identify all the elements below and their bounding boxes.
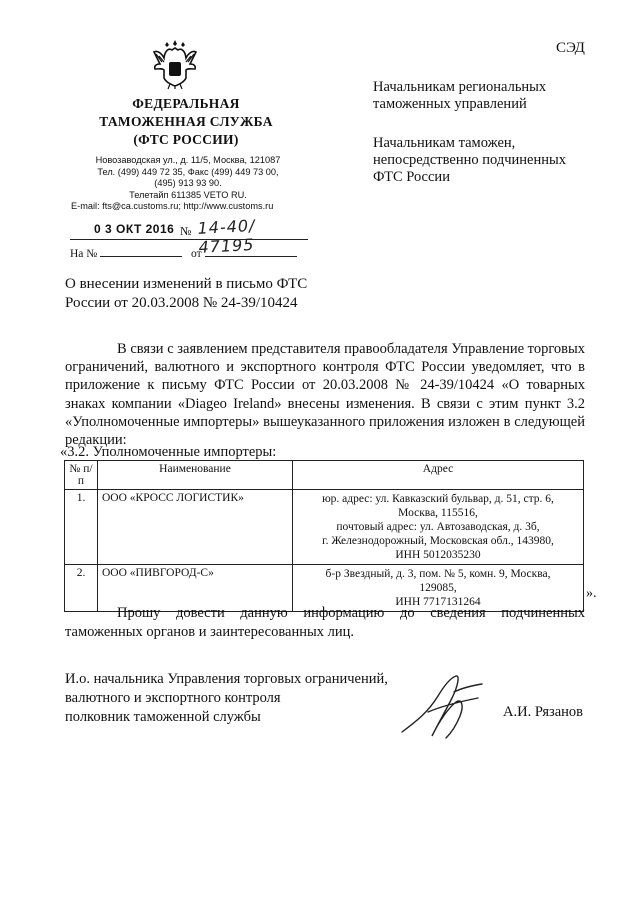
subject-line2: России от 20.03.2008 № 24-39/10424 — [65, 295, 298, 311]
signatory-title-line1: И.о. начальника Управления торговых ограничений, — [65, 671, 388, 687]
addressee-1 — [373, 79, 573, 113]
org-name-abbr: (ФТС РОССИИ) — [133, 132, 239, 147]
double-headed-eagle-icon — [150, 38, 200, 90]
addressee-2 — [373, 135, 573, 186]
addressee-1-text: Начальникам региональных таможенных управлений — [373, 79, 547, 112]
body-line-1: В связи с заявлением представителя правообладателя Управление торговых — [117, 341, 585, 357]
reply-label: На № — [70, 248, 98, 260]
reply-from-label: от — [191, 248, 202, 260]
addressee-2-text: Начальникам таможен, непосредственно подчиненных ФТС России — [373, 135, 566, 185]
body-line-2: ограничений, валютного и экспортного контроля ФТС России уведомляет, что в — [65, 359, 585, 376]
body-line-3: приложение к письму ФТС России от 20.03.2008 № 24-39/10424 «О товарных — [65, 377, 585, 394]
registration-number: 14-40/ 47195 — [197, 215, 256, 257]
table-row — [65, 490, 584, 565]
table-closing-quote: ». — [586, 586, 597, 601]
address-line: Москва, 115516, — [398, 507, 478, 519]
signer-name: А.И. Рязанов — [503, 704, 584, 720]
org-address: Новозаводская ул., д. 11/5, Москва, 121087 — [95, 155, 281, 165]
signatory-title-line3: полковник таможенной службы — [65, 709, 261, 725]
header-name: Наименование — [98, 461, 293, 490]
address-line: ИНН 5012035230 — [395, 549, 481, 561]
handwritten-signature — [398, 672, 488, 744]
org-phone-fax: Тел. (499) 449 72 35, Факс (499) 449 73 00, — [97, 166, 279, 177]
body-paragraph — [65, 340, 585, 449]
signatory-title-line2: валютного и экспортного контроля — [65, 690, 281, 706]
row-no: 1. — [65, 490, 98, 565]
address-line: 129085, — [419, 582, 457, 594]
org-name-line1: ФЕДЕРАЛЬНАЯ — [132, 96, 240, 111]
table-header-row — [65, 461, 584, 490]
address-line: ИНН 7717131264 — [395, 596, 481, 608]
row-name: ООО «ПИВГОРОД-С» — [98, 565, 293, 612]
body-line-6: следующей редакции: — [65, 413, 585, 449]
org-teletype: Телетайп 611385 VETO RU. — [129, 189, 247, 200]
header-no: № п/п — [65, 461, 98, 490]
body-line-5: 3.2 «Уполномоченные импортеры» вышеуказанного приложения изложен в — [65, 395, 585, 430]
registration-number-label: № — [180, 224, 192, 238]
signatory-title — [65, 670, 388, 727]
closing-paragraph — [65, 604, 585, 641]
registration-date: 0 3 ОКТ 2016 — [94, 222, 175, 236]
registration-underline — [70, 239, 308, 240]
subject-line1: О внесении изменений в письмо ФТС — [65, 276, 308, 292]
table-title: «3.2. Уполномоченные импортеры: — [60, 444, 277, 460]
org-phone-2: (495) 913 93 90. — [154, 178, 222, 188]
address-line: почтовый адрес: ул. Автозаводская, д. 3б, — [336, 521, 540, 533]
closing-line-1: Прошу довести данную информацию до сведения подчиненных — [117, 605, 585, 621]
org-name-line2: ТАМОЖЕННАЯ СЛУЖБА — [99, 114, 273, 129]
org-email: E-mail: fts@ca.customs.ru; http://www.customs.ru — [71, 201, 274, 211]
reply-date-blank — [205, 246, 297, 257]
document-marking: СЭД — [556, 40, 585, 56]
row-address — [293, 490, 584, 565]
row-name: ООО «КРОСС ЛОГИСТИК» — [98, 490, 293, 565]
address-line: г. Железнодорожный, Московская обл., 143980, — [322, 535, 554, 547]
body-line-4: знаках компании «Diageo Ireland» внесены изменения. В связи с этим пункт — [65, 395, 561, 412]
row-no: 2. — [65, 565, 98, 612]
address-line: юр. адрес: ул. Кавказский бульвар, д. 51, стр. 6, — [322, 493, 554, 505]
reply-number-blank — [100, 246, 182, 257]
importers-table — [64, 460, 584, 612]
address-line: б-р Звездный, д. 3, пом. № 5, комн. 9, Москва, — [325, 568, 551, 580]
letter-subject — [65, 275, 307, 313]
header-address: Адрес — [293, 461, 584, 490]
reply-reference — [70, 246, 308, 260]
org-contacts — [72, 155, 304, 201]
closing-line-2: таможенных органов и заинтересованных лиц. — [65, 623, 354, 640]
